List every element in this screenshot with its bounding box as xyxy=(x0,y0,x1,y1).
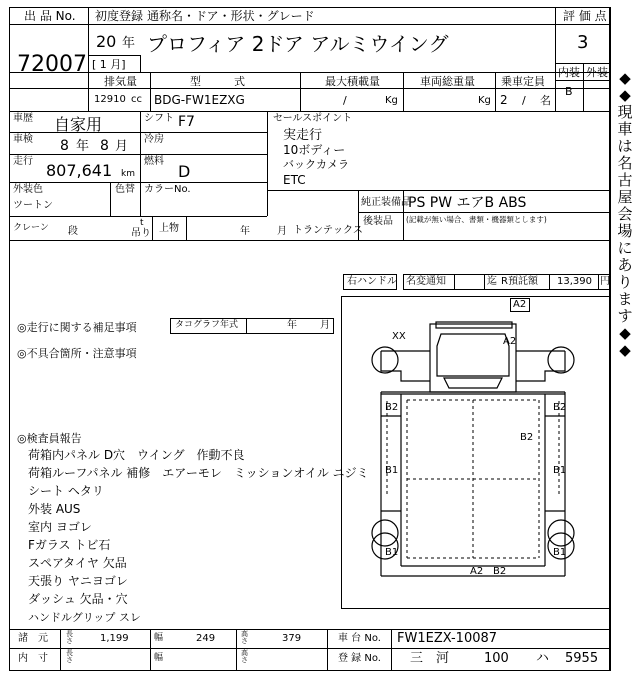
tachograph-label: タコグラフ年式 xyxy=(175,320,239,330)
side-note-char: す xyxy=(617,307,633,325)
color-value: ツートン xyxy=(13,200,53,211)
side-note-char: ま xyxy=(617,290,633,308)
upper-body-label: 上物 xyxy=(159,223,179,234)
load-kg: Kg xyxy=(385,95,398,106)
side-note-char: ◆ xyxy=(619,341,631,359)
side-note-char: 会 xyxy=(617,205,633,223)
length-value: 1,199 xyxy=(100,633,129,644)
gross-weight-label: 車両総重量 xyxy=(420,75,475,88)
inspector-line-9: ダッシュ 欠品・穴 xyxy=(28,592,128,606)
inspection-year-unit: 年 xyxy=(76,139,90,154)
history-label: 車歴 xyxy=(13,113,33,124)
registration-area: 三 河 xyxy=(410,651,450,666)
side-note-char: ◆ xyxy=(619,86,631,104)
mileage-value: 807,641 xyxy=(46,161,113,180)
chassis-label: 車 台 No. xyxy=(338,633,381,644)
fuel-label: 燃料 xyxy=(144,156,164,167)
retrofit-note: (記載が無い場合、書類・機器類とします) xyxy=(406,215,547,224)
inspector-line-1: 荷箱内パネル D穴 ウイング 作動不良 xyxy=(28,448,245,462)
upper-body-month-unit: 月 xyxy=(277,226,287,237)
shift-label: シフト xyxy=(144,113,174,124)
side-note-char: 現 xyxy=(617,103,633,121)
inspector-line-2: 荷箱ルーフパネル 補修 エアーモレ ミッションオイル ニジミ xyxy=(28,466,369,480)
width-value: 249 xyxy=(196,633,216,644)
inspector-line-4: 外装 AUS xyxy=(28,502,81,516)
crane-tsuri: 吊り xyxy=(131,228,151,239)
gross-kg: Kg xyxy=(478,95,491,106)
capacity-value: 2 xyxy=(500,93,508,107)
diagram-mark-b1-right: B1 xyxy=(553,465,567,476)
chassis-value: FW1EZX-10087 xyxy=(397,631,498,646)
score-value: 3 xyxy=(577,32,589,53)
diagram-mark-xx: XX xyxy=(392,331,406,342)
crane-t: t xyxy=(140,218,144,228)
inspector-line-3: シート ヘタリ xyxy=(28,484,104,498)
diagram-mark-b2-right: B2 xyxy=(553,402,567,413)
interior-label: 内装 xyxy=(558,66,580,79)
diagram-mark-b1-left: B1 xyxy=(385,465,399,476)
color-number-label: カラーNo. xyxy=(144,184,191,195)
sales-point-3: バックカメラ xyxy=(283,158,349,171)
inner-dims-label: 内 寸 xyxy=(18,653,48,664)
inspector-line-8: 天張り ヤニヨゴレ xyxy=(28,574,128,588)
registration-number: 5955 xyxy=(565,651,599,666)
inspection-month-unit: 月 xyxy=(115,139,129,154)
side-note-char: 古 xyxy=(617,171,633,189)
shift-value: F7 xyxy=(178,114,195,130)
inspector-line-6: Fガラス トビ石 xyxy=(28,538,111,552)
diagram-mark-b1-left-bottom: B1 xyxy=(385,547,399,558)
capacity-label: 乗車定員 xyxy=(501,75,545,88)
side-note-char: り xyxy=(617,273,633,291)
inner-length-label: 長さ xyxy=(66,649,73,664)
side-note-char: 車 xyxy=(617,120,633,138)
side-note-char: あ xyxy=(617,256,633,274)
year-value: 20 xyxy=(96,32,117,51)
lot-number: 72007 xyxy=(17,52,87,77)
mileage-unit: km xyxy=(121,169,135,179)
tachograph-month-unit: 月 xyxy=(320,320,330,331)
fuel-value: D xyxy=(178,162,191,181)
cooler-label: 冷房 xyxy=(144,134,164,145)
sales-point-2: 10ボディー xyxy=(283,143,346,157)
max-load-label: 最大積載量 xyxy=(325,75,380,88)
dims-label: 諸 元 xyxy=(18,633,48,644)
tachograph-year-unit: 年 xyxy=(287,320,297,331)
year-unit: 年 xyxy=(122,36,136,51)
height-value: 379 xyxy=(282,633,302,644)
inspector-line-5: 室内 ヨゴレ xyxy=(28,520,92,534)
load-slash: / xyxy=(343,94,347,107)
inner-height-label: 高さ xyxy=(241,649,248,664)
month-unit: 月 xyxy=(110,58,122,71)
width-label: 幅 xyxy=(154,633,164,643)
inspector-line-10: ハンドルグリップ スレ xyxy=(28,611,141,624)
side-note-char: 屋 xyxy=(617,188,633,206)
color-label: 外装色 xyxy=(13,184,43,195)
inspection-month: 8 xyxy=(100,138,109,154)
name-change-label: 名変通知 xyxy=(406,276,446,287)
model-code: BDG-FW1EZXG xyxy=(154,93,245,107)
color-change-label: 色替 xyxy=(115,184,135,195)
registration-kana: ハ xyxy=(536,651,550,666)
interior-grade: B xyxy=(565,85,573,98)
equipment-value: PS PW エアB ABS xyxy=(408,195,527,211)
height-label: 高さ xyxy=(241,630,248,645)
mileage-label: 走行 xyxy=(13,156,33,167)
lot-label: 出 品 No. xyxy=(24,9,76,23)
defect-title: ◎不具合箇所・注意事項 xyxy=(17,347,137,360)
inspector-line-7: スペアタイヤ 欠品 xyxy=(28,556,127,570)
sales-point-4: ETC xyxy=(283,173,306,187)
inspection-year: 8 xyxy=(60,138,69,154)
sales-point-1: 実走行 xyxy=(283,128,323,143)
cc-unit: cc xyxy=(131,94,142,105)
score-label: 評 価 点 xyxy=(563,9,607,23)
diagram-mark-b2-bottom: B2 xyxy=(493,566,507,577)
diagram-mark-b2-mid: B2 xyxy=(520,432,534,443)
steering-label: 右ハンドル xyxy=(347,276,397,287)
side-note-char: ◆ xyxy=(619,324,631,342)
diagram-mark-a2-top: A2 xyxy=(513,299,527,310)
diagram-mark-a2-bottom: A2 xyxy=(470,566,484,577)
retrofit-label: 後装品 xyxy=(363,216,393,227)
side-note-char: に xyxy=(617,239,633,257)
length-label: 長さ xyxy=(66,630,73,645)
car-name: プロフィア 2ドア アルミウイング xyxy=(147,32,449,56)
displacement-value: 12910 xyxy=(94,94,126,105)
month-bracket: [ 1 月] xyxy=(92,58,126,71)
displacement-label: 排気量 xyxy=(104,75,137,88)
side-note-char: 名 xyxy=(617,154,633,172)
capacity-unit: 名 xyxy=(540,94,551,107)
tax-prefix: 迄 xyxy=(487,276,497,287)
exterior-label: 外装 xyxy=(586,66,608,79)
first-reg-label: 初度登録 xyxy=(95,9,144,23)
inspector-title: ◎検査員報告 xyxy=(17,432,82,445)
history-value: 自家用 xyxy=(54,115,103,134)
type-label: 型 式 xyxy=(190,75,245,88)
inner-width-label: 幅 xyxy=(154,653,164,663)
diagram-mark-b1-right-bottom: B1 xyxy=(553,547,567,558)
upper-body-year-unit: 年 xyxy=(240,226,250,237)
side-note-char: 場 xyxy=(617,222,633,240)
truck-diagram xyxy=(341,296,610,609)
registration-label: 登 録 No. xyxy=(338,653,381,664)
sales-point-label: セールスポイント xyxy=(273,113,353,124)
recycle-deposit-unit: 円 xyxy=(600,276,610,287)
recycle-deposit-label: R預託額 xyxy=(501,276,538,287)
model-label: 通称名・ドア・形状・グレード xyxy=(147,9,315,23)
crane-label: クレーン xyxy=(13,223,49,233)
side-note-vertical xyxy=(613,70,637,359)
upper-body-maker: トランテックス xyxy=(293,225,363,236)
side-note-char: ◆ xyxy=(619,69,631,87)
driving-notes-title: ◎走行に関する補足事項 xyxy=(17,321,137,334)
equipment-label: 純正装備品 xyxy=(361,197,411,208)
capacity-slash: / xyxy=(522,94,526,107)
diagram-mark-a2-cab: A2 xyxy=(503,336,517,347)
recycle-deposit-amount: 13,390 xyxy=(557,276,592,287)
side-note-char: は xyxy=(617,137,633,155)
inspection-label: 車検 xyxy=(13,134,33,145)
month-value: 1 xyxy=(99,58,107,71)
diagram-mark-b2-left: B2 xyxy=(385,402,399,413)
registration-class: 100 xyxy=(484,651,509,666)
crane-dan: 段 xyxy=(68,226,78,237)
